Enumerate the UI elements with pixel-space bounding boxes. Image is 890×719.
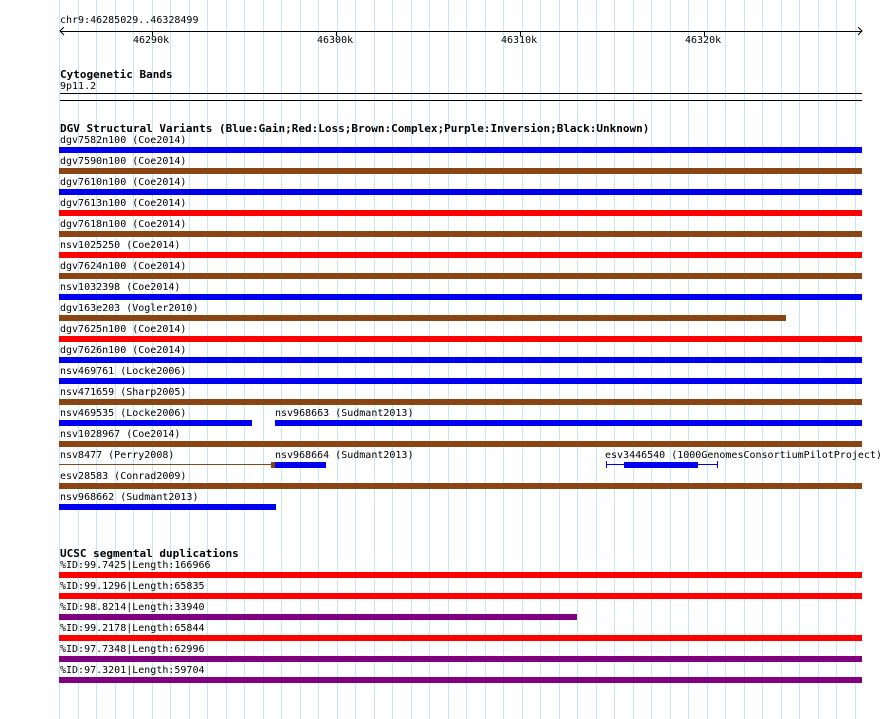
dgv-track-title: DGV Structural Variants (Blue:Gain;Red:Loss;Brown:Complex;Purple:Inversion;Black:Unknown) <box>60 122 650 135</box>
dgv-feature-bar[interactable] <box>59 147 862 153</box>
dgv-feature-label: nsv1025250 (Coe2014) <box>60 240 181 251</box>
segdup-feature-label: %ID:98.8214|Length:33940 <box>60 602 205 613</box>
segdup-feature-label: %ID:97.7348|Length:62996 <box>60 644 205 655</box>
dgv-feature-label: dgv7626n100 (Coe2014) <box>60 345 187 356</box>
dgv-feature-intron-line[interactable] <box>59 464 273 465</box>
dgv-feature-bar[interactable] <box>59 378 862 384</box>
ruler-left-arrow-icon <box>58 27 66 36</box>
dgv-feature-label: dgv7618n100 (Coe2014) <box>60 219 187 230</box>
ruler-right-arrow-icon <box>856 27 864 36</box>
dgv-feature-label: dgv7625n100 (Coe2014) <box>60 324 187 335</box>
dgv-feature-label: dgv7582n100 (Coe2014) <box>60 135 187 146</box>
dgv-feature-bar[interactable] <box>59 294 862 300</box>
dgv-feature-bar[interactable] <box>59 252 862 258</box>
segdup-feature-bar[interactable] <box>59 656 862 662</box>
dgv-feature-bar[interactable] <box>59 504 276 510</box>
cytoband-label: 9p11.2 <box>60 81 97 92</box>
dgv-feature-label: dgv7613n100 (Coe2014) <box>60 198 187 209</box>
dgv-feature-label: nsv968663 (Sudmant2013) <box>275 408 414 419</box>
dgv-feature-label: nsv968664 (Sudmant2013) <box>275 450 414 461</box>
dgv-feature-bar[interactable] <box>59 336 862 342</box>
dgv-feature-label: dgv7624n100 (Coe2014) <box>60 261 187 272</box>
dgv-feature-label: nsv1032398 (Coe2014) <box>60 282 181 293</box>
ruler-tick-label: 46290k <box>133 35 170 46</box>
segdup-feature-bar[interactable] <box>59 614 577 620</box>
ruler-tick-label: 46310k <box>501 35 538 46</box>
segdup-feature-label: %ID:99.1296|Length:65835 <box>60 581 205 592</box>
cytoband-bar-bottom <box>60 100 862 101</box>
dgv-feature-label: nsv968662 (Sudmant2013) <box>60 492 199 503</box>
dgv-feature-label: nsv1028967 (Coe2014) <box>60 429 181 440</box>
dgv-feature-label: dgv7590n100 (Coe2014) <box>60 156 187 167</box>
dgv-feature-bar[interactable] <box>275 420 862 426</box>
dgv-feature-bar[interactable] <box>59 399 862 405</box>
dgv-feature-label: esv3446540 (1000GenomesConsortiumPilotProject) <box>605 450 882 461</box>
dgv-feature-label: nsv8477 (Perry2008) <box>60 450 175 461</box>
cytoband-bar[interactable] <box>60 93 862 94</box>
segdup-feature-bar[interactable] <box>59 572 862 578</box>
segdup-feature-bar[interactable] <box>59 677 862 683</box>
dgv-feature-bar[interactable] <box>275 462 326 468</box>
segdup-feature-label: %ID:99.2178|Length:65844 <box>60 623 205 634</box>
segdup-feature-bar[interactable] <box>59 593 862 599</box>
dgv-feature-bar[interactable] <box>59 210 862 216</box>
dgv-feature-bar[interactable] <box>59 441 862 447</box>
ruler-region-label: chr9:46285029..46328499 <box>60 15 199 26</box>
dgv-feature-label: dgv163e203 (Vogler2010) <box>60 303 199 314</box>
ruler-tick-label: 46320k <box>685 35 722 46</box>
segdup-feature-label: %ID:99.7425|Length:166966 <box>60 560 211 571</box>
dgv-feature-bar[interactable] <box>59 168 862 174</box>
dgv-feature-bar[interactable] <box>59 315 786 321</box>
dgv-feature-bar[interactable] <box>59 273 862 279</box>
dgv-feature-label: nsv469535 (Locke2006) <box>60 408 187 419</box>
dgv-feature-bar[interactable] <box>59 420 252 426</box>
dgv-feature-label: esv28583 (Conrad2009) <box>60 471 187 482</box>
dgv-feature-bar[interactable] <box>59 189 862 195</box>
dgv-feature-whisker <box>717 461 718 468</box>
segdup-feature-label: %ID:97.3201|Length:59704 <box>60 665 205 676</box>
dgv-feature-label: nsv469761 (Locke2006) <box>60 366 187 377</box>
ruler-tick-label: 46300k <box>317 35 354 46</box>
cytoband-track-title: Cytogenetic Bands <box>60 68 173 81</box>
dgv-feature-bar[interactable] <box>624 462 698 468</box>
dgv-feature-label: dgv7610n100 (Coe2014) <box>60 177 187 188</box>
segdup-feature-bar[interactable] <box>59 635 862 641</box>
dgv-feature-bar[interactable] <box>59 231 862 237</box>
dgv-feature-bar[interactable] <box>59 483 862 489</box>
dgv-feature-whisker <box>606 461 607 468</box>
segdup-track-title: UCSC segmental duplications <box>60 547 239 560</box>
dgv-feature-bar[interactable] <box>59 357 862 363</box>
dgv-feature-label: nsv471659 (Sharp2005) <box>60 387 187 398</box>
